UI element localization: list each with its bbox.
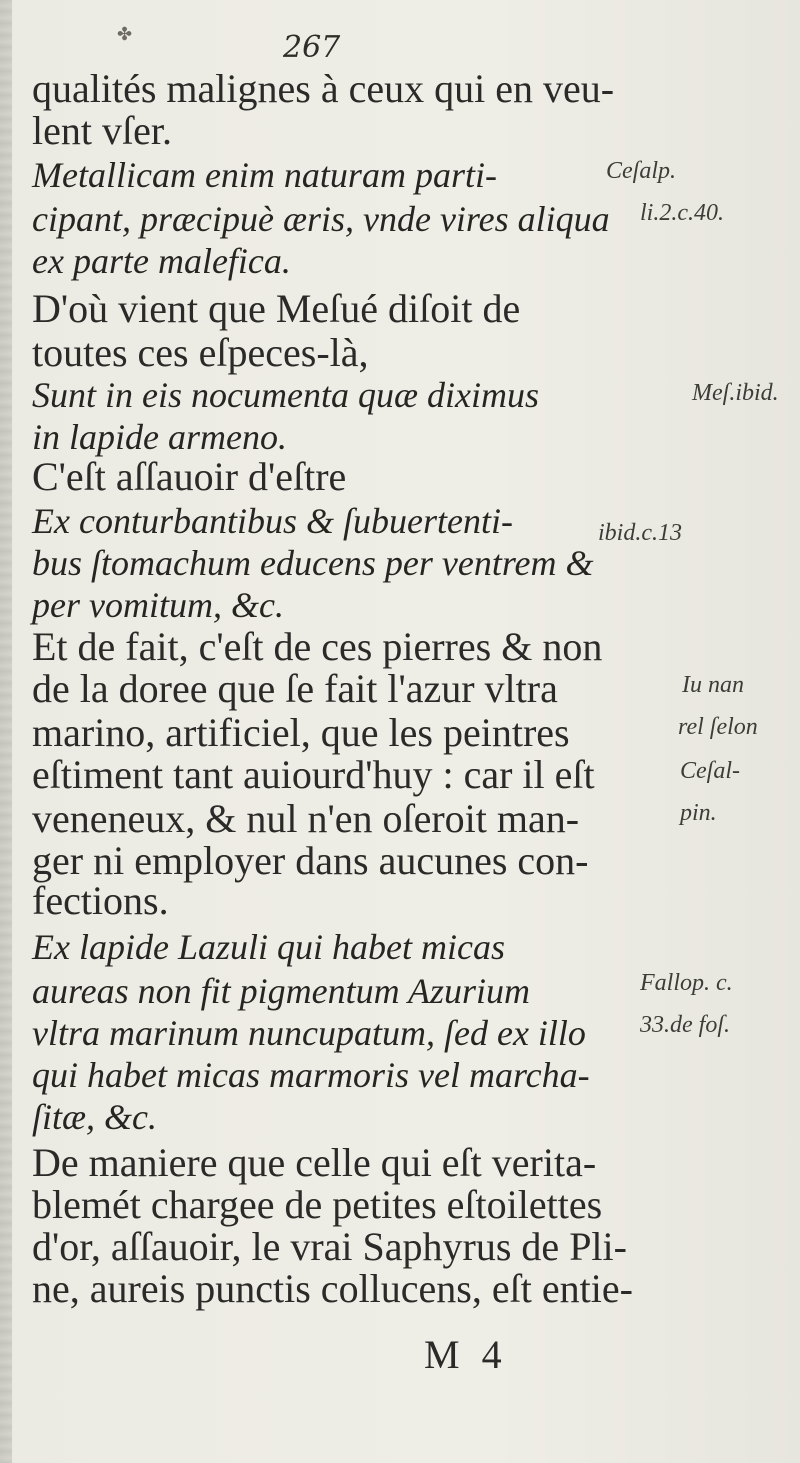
text-line: ſitæ, &c. bbox=[32, 1097, 157, 1137]
text-line: in lapide armeno. bbox=[32, 417, 287, 457]
margin-note: li.2.c.40. bbox=[640, 200, 724, 226]
margin-note: Ceſalp. bbox=[606, 158, 676, 184]
margin-note: Fallop. c. bbox=[640, 970, 733, 996]
margin-note: Meſ.ibid. bbox=[692, 380, 779, 406]
text-line: de la doree que ſe fait l'azur vltra bbox=[32, 666, 558, 711]
text-line: toutes ces eſpeces-là, bbox=[32, 330, 369, 375]
margin-note: Ceſal- bbox=[680, 758, 740, 784]
text-line: aureas non fit pigmentum Azurium bbox=[32, 971, 531, 1011]
text-line: Sunt in eis nocumenta quæ diximus bbox=[32, 375, 539, 415]
text-line: bus ſtomachum educens per ventrem & bbox=[32, 543, 594, 583]
text-line: d'or, aſſauoir, le vrai Saphyrus de Pli- bbox=[32, 1224, 627, 1269]
text-line: lent vſer. bbox=[32, 108, 172, 153]
text-line: Ex lapide Lazuli qui habet micas bbox=[32, 927, 505, 967]
text-line: blemét chargee de petites eſtoilettes bbox=[32, 1182, 603, 1227]
text-line: cipant, præcipuè æris, vnde vires aliqua bbox=[32, 199, 610, 239]
margin-note: Iu nan bbox=[682, 672, 744, 698]
ornament-mark: ✤ bbox=[117, 24, 133, 45]
margin-note: rel ſelon bbox=[678, 714, 758, 740]
signature-mark: M 4 bbox=[424, 1332, 508, 1377]
text-line: vltra marinum nuncupatum, ſed ex illo bbox=[32, 1013, 586, 1053]
text-line: marino, artificiel, que les peintres bbox=[32, 710, 570, 755]
text-line: C'eſt aſſauoir d'eſtre bbox=[32, 454, 347, 499]
text-line: De maniere que celle qui eſt verita- bbox=[32, 1140, 597, 1185]
text-line: qualités malignes à ceux qui en veu- bbox=[32, 66, 615, 111]
text-line: Et de fait, c'eſt de ces pierres & non bbox=[32, 624, 603, 669]
text-line: veneneux, & nul n'en oſeroit man- bbox=[32, 796, 580, 841]
margin-note: 33.de foſ. bbox=[640, 1012, 730, 1038]
margin-note: pin. bbox=[680, 800, 717, 826]
text-line: qui habet micas marmoris vel marcha- bbox=[32, 1055, 590, 1095]
margin-note: ibid.c.13 bbox=[598, 520, 682, 546]
text-line: ne, aureis punctis collucens, eſt entie- bbox=[32, 1266, 633, 1311]
text-line: ger ni employer dans aucunes con- bbox=[32, 838, 589, 883]
text-line: D'où vient que Meſué diſoit de bbox=[32, 286, 521, 331]
text-line: fections. bbox=[32, 878, 169, 923]
text-line: per vomitum, &c. bbox=[32, 585, 284, 625]
text-line: ex parte malefica. bbox=[32, 241, 291, 281]
binding-gutter bbox=[0, 0, 12, 1463]
text-line: eſtiment tant auiourd'huy : car il eſt bbox=[32, 752, 595, 797]
text-line: Ex conturbantibus & ſubuertenti- bbox=[32, 501, 513, 541]
page-number: 267 bbox=[283, 30, 341, 65]
text-line: Metallicam enim naturam parti- bbox=[32, 155, 497, 195]
